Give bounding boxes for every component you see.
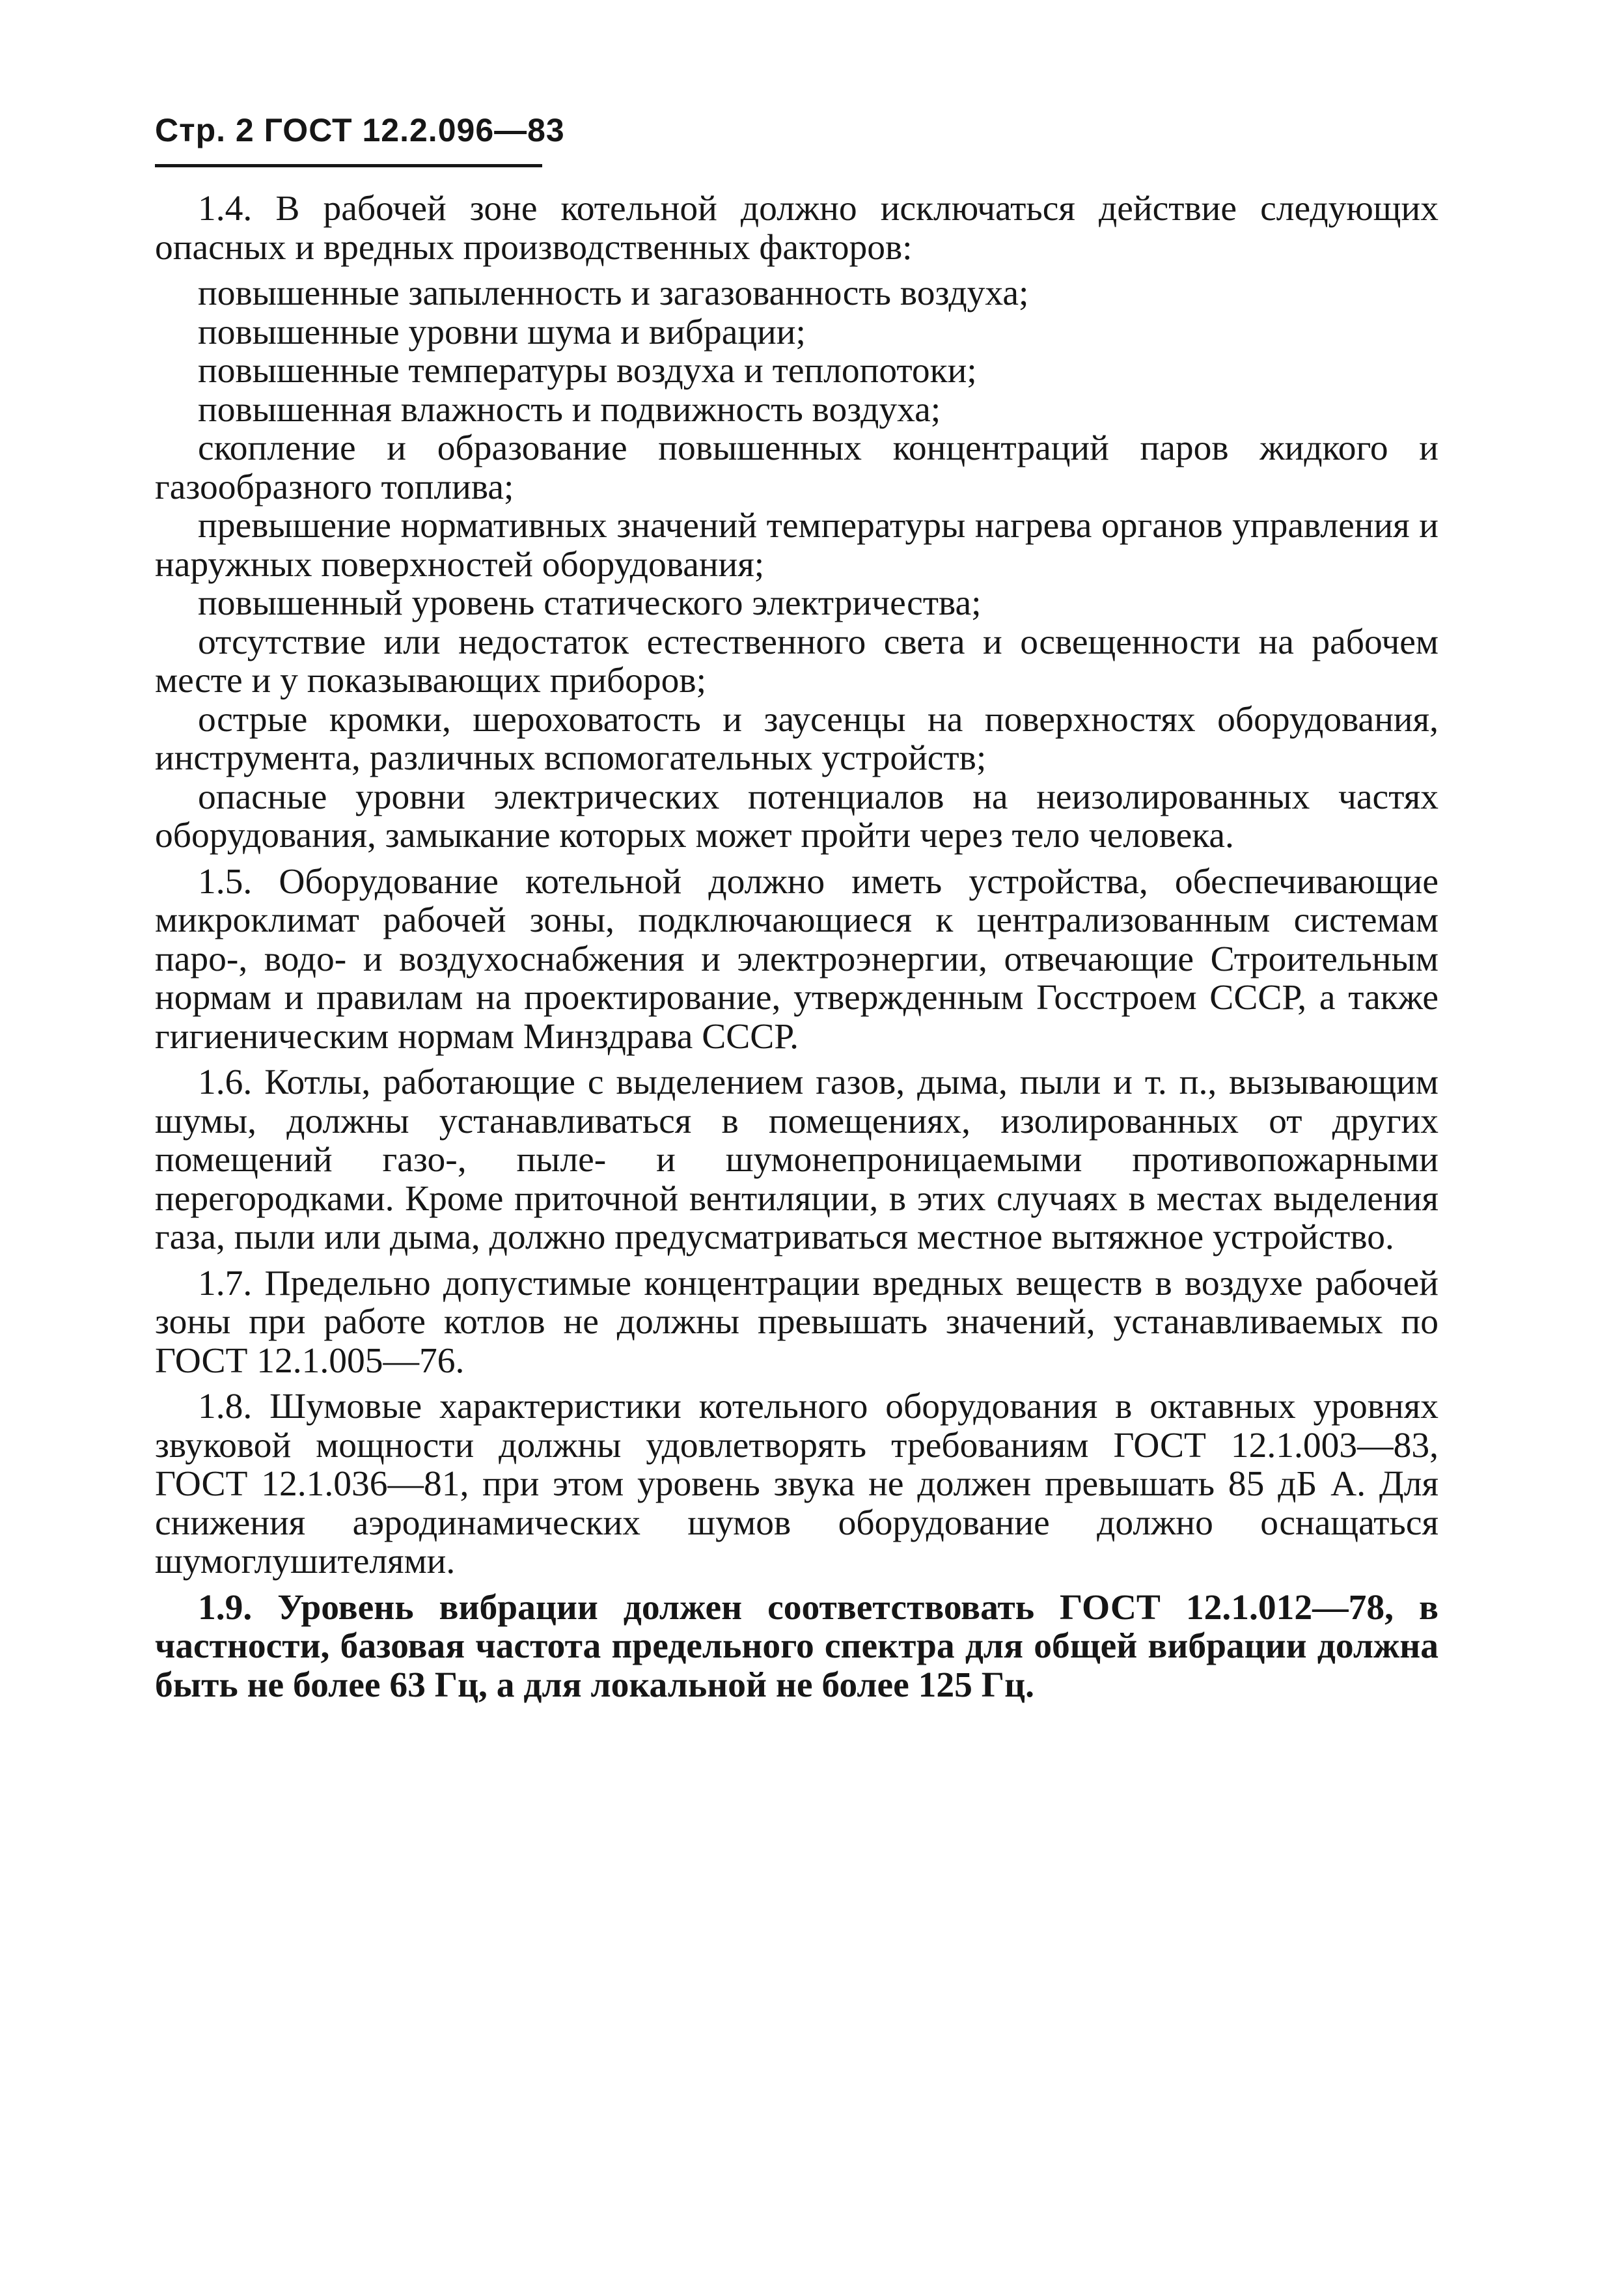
list-item: повышенные температуры воздуха и теплопотоки;	[198, 351, 977, 391]
list-item: скопление и образование повышенных концентраций паров жидкого и газообразного топлива;	[155, 428, 1438, 507]
clause-1-5: 1.5. Оборудование котельной должно иметь устройства, обеспечивающие микроклимат рабочей зоны, подключающиеся к централизованным системам паро-, водо- и воздухоснабжения и электроэнергии, отвечающие Строительным нормам и правилам на проектирование, утвержденным Госстроем СССР, а также гигиеническим нормам Минздрава СССР.	[155, 861, 1438, 1057]
clause-1-8: 1.8. Шумовые характеристики котельного оборудования в октавных уровнях звуковой мощности должны удовлетворять требованиям ГОСТ 12.1.003—83, ГОСТ 12.1.036—81, при этом уровень звука не должен превышать 85 дБ А. Для снижения аэродинамических шумов оборудование должно оснащаться шумоглушителями.	[155, 1387, 1438, 1581]
document-page	[155, 111, 1438, 1712]
clause-1-4-intro: 1.4. В рабочей зоне котельной должно исключаться действие следующих опасных и вредных производственных факторов:	[155, 189, 1438, 268]
list-item: повышенная влажность и подвижность воздуха;	[198, 389, 941, 430]
header-rule	[155, 164, 542, 167]
list-item: повышенный уровень статического электричества;	[198, 583, 982, 623]
clause-1-4-factor-list	[155, 274, 1438, 855]
page-header: Стр. 2 ГОСТ 12.2.096—83	[155, 112, 565, 148]
list-item: повышенные уровни шума и вибрации;	[198, 312, 806, 352]
document-body	[155, 189, 1438, 1704]
clause-1-9: 1.9. Уровень вибрации должен соответствовать ГОСТ 12.1.012—78, в частности, базовая частота предельного спектра для общей вибрации должна быть не более 63 Гц, а для локальной не более 125 Гц.	[155, 1587, 1438, 1705]
list-item: острые кромки, шероховатость и заусенцы на поверхностях оборудования, инструмента, различных вспомогательных устройств;	[155, 699, 1438, 778]
list-item: отсутствие или недостаток естественного света и освещенности на рабочем месте и у показывающих приборов;	[155, 622, 1438, 701]
clause-1-6: 1.6. Котлы, работающие с выделением газов, дыма, пыли и т. п., вызывающим шумы, должны устанавливаться в помещениях, изолированных от других помещений газо-, пыле- и шумонепроницаемыми противопожарными перегородками. Кроме приточной вентиляции, в этих случаях в местах выделения газа, пыли или дыма, должно предусматриваться местное вытяжное устройство.	[155, 1062, 1438, 1257]
list-item: повышенные запыленность и загазованность воздуха;	[198, 273, 1029, 313]
list-item: превышение нормативных значений температуры нагрева органов управления и наружных поверхностей оборудования;	[155, 506, 1438, 585]
list-item: опасные уровни электрических потенциалов на неизолированных частях оборудования, замыкание которых может пройти через тело человека.	[155, 777, 1438, 855]
clause-1-7: 1.7. Предельно допустимые концентрации вредных веществ в воздухе рабочей зоны при работе котлов не должны превышать значений, устанавливаемых по ГОСТ 12.1.005—76.	[155, 1263, 1438, 1381]
